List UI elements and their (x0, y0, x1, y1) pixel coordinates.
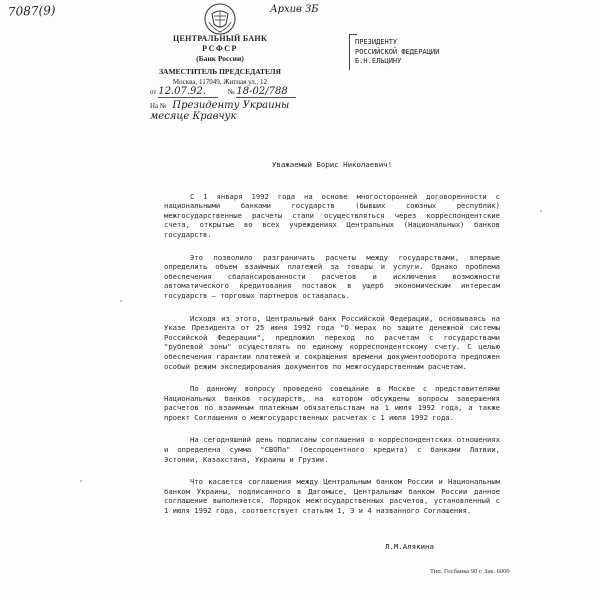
addressee-line-2: РОССИЙСКОЙ ФЕДЕРАЦИИ (355, 47, 440, 56)
bank-address: Москва, 117049, Житная ул., 12 (172, 78, 268, 86)
archive-number-handwritten: 7087(9) (7, 3, 56, 19)
reply-ref-prefix: На № (150, 102, 167, 110)
scan-speck (120, 300, 122, 302)
scan-speck (540, 210, 542, 212)
addressee-bracket (349, 34, 350, 70)
addressee-line-3: Б.Н.ЕЛЬЦИНУ (355, 57, 402, 65)
addressee-bracket-tick (349, 34, 357, 35)
handwritten-recipient-1: Президенту Украины (172, 100, 290, 111)
number-value: 18-02/788 (236, 86, 296, 98)
number-prefix: № (227, 88, 235, 96)
reply-reference-line (150, 100, 289, 111)
print-mark: Тип. Госбанка 90 г. Зак. 6000 (430, 568, 510, 575)
scan-speck (80, 480, 82, 482)
paragraph-5: На сегодняшний день подписаны соглашения о корреспондентских отношениях и определена сумма "СВОПа" (беспроцентного кредита) с банками Латвии, Эстонии, Казахстана, Украины и Грузии. (164, 435, 500, 464)
deputy-chairman-title: ЗАМЕСТИТЕЛЬ ПРЕДСЕДАТЕЛЯ (159, 67, 281, 76)
date-value: 12.07.92. (158, 86, 218, 98)
republic-name: РСФСР (202, 44, 238, 53)
coat-of-arms-icon (203, 2, 237, 36)
addressee-block (355, 38, 485, 67)
paragraph-6: Что касается соглашения между Центральным банком России и Национальным банком Украины, подписанного в Дагомысе, Центральным банком России данное соглашение выполняется. Порядок межгосударственных расчетов, установленный с 1 июля 1992 года, соответствует статьям 1, 3 и 4 названного Соглашения. (164, 477, 500, 516)
date-number-line (150, 86, 296, 98)
bank-short-name: (Банк России) (196, 54, 244, 63)
addressee-line-1: ПРЕЗИДЕНТУ (355, 38, 398, 46)
date-prefix: от (150, 88, 157, 96)
paragraph-4: По данному вопросу проведено совещание в Москве с представителями Национальных банков государств, на котором обсуждены вопросы завершения расчетов по взаимным платежным обязательствам на 1 июля 1992 года, а также проект Соглашения о межгосударственных расчетах с 1 июля 1992 года. (164, 384, 500, 422)
bank-name: ЦЕНТРАЛЬНЫЙ БАНК (172, 34, 268, 43)
paragraph-1: С 1 января 1992 года на основе многосторонней договоренности с национальными банками государств (бывших союзных республик) межгосударственные расчеты стали осуществляться через корреспондентские счета, открытые во всех учреждениях Центральных (Национальных) банков государств. (164, 191, 500, 239)
signature: Л.М.Алякина (385, 542, 434, 551)
greeting: Уважаемый Борис Николаевич! (271, 160, 393, 169)
paragraph-2: Это позволило разграничить расчеты между государствами, впервые определить объем взаимных платежей за товары и услуги. Однако проблема обеспечения сбалансированности расчетов и исключения возможности автоматического кредитования поставок в ущерб экономическим интересам государств — торговых партнеров оставалась. (164, 252, 500, 300)
letter-body (164, 125, 500, 529)
handwritten-recipient-2: месяце Кравчук (150, 111, 237, 122)
archive-label-handwritten: Архив ЗБ (270, 4, 319, 15)
paragraph-3: Исходя из этого, Центральный банк Российской Федерации, основываясь на Указе Президента от 25 июня 1992 года "О мерах по защите денежной системы Российской Федерации", предложил переход по расчетам с государствами "рублевой зоны" осуществлять по единому корреспондентскому счету. С целью обеспечения гарантии платежей и сокращения времени документооборота предложен особый режим экспедирования документов по межгосударственным расчетам. (164, 313, 500, 371)
